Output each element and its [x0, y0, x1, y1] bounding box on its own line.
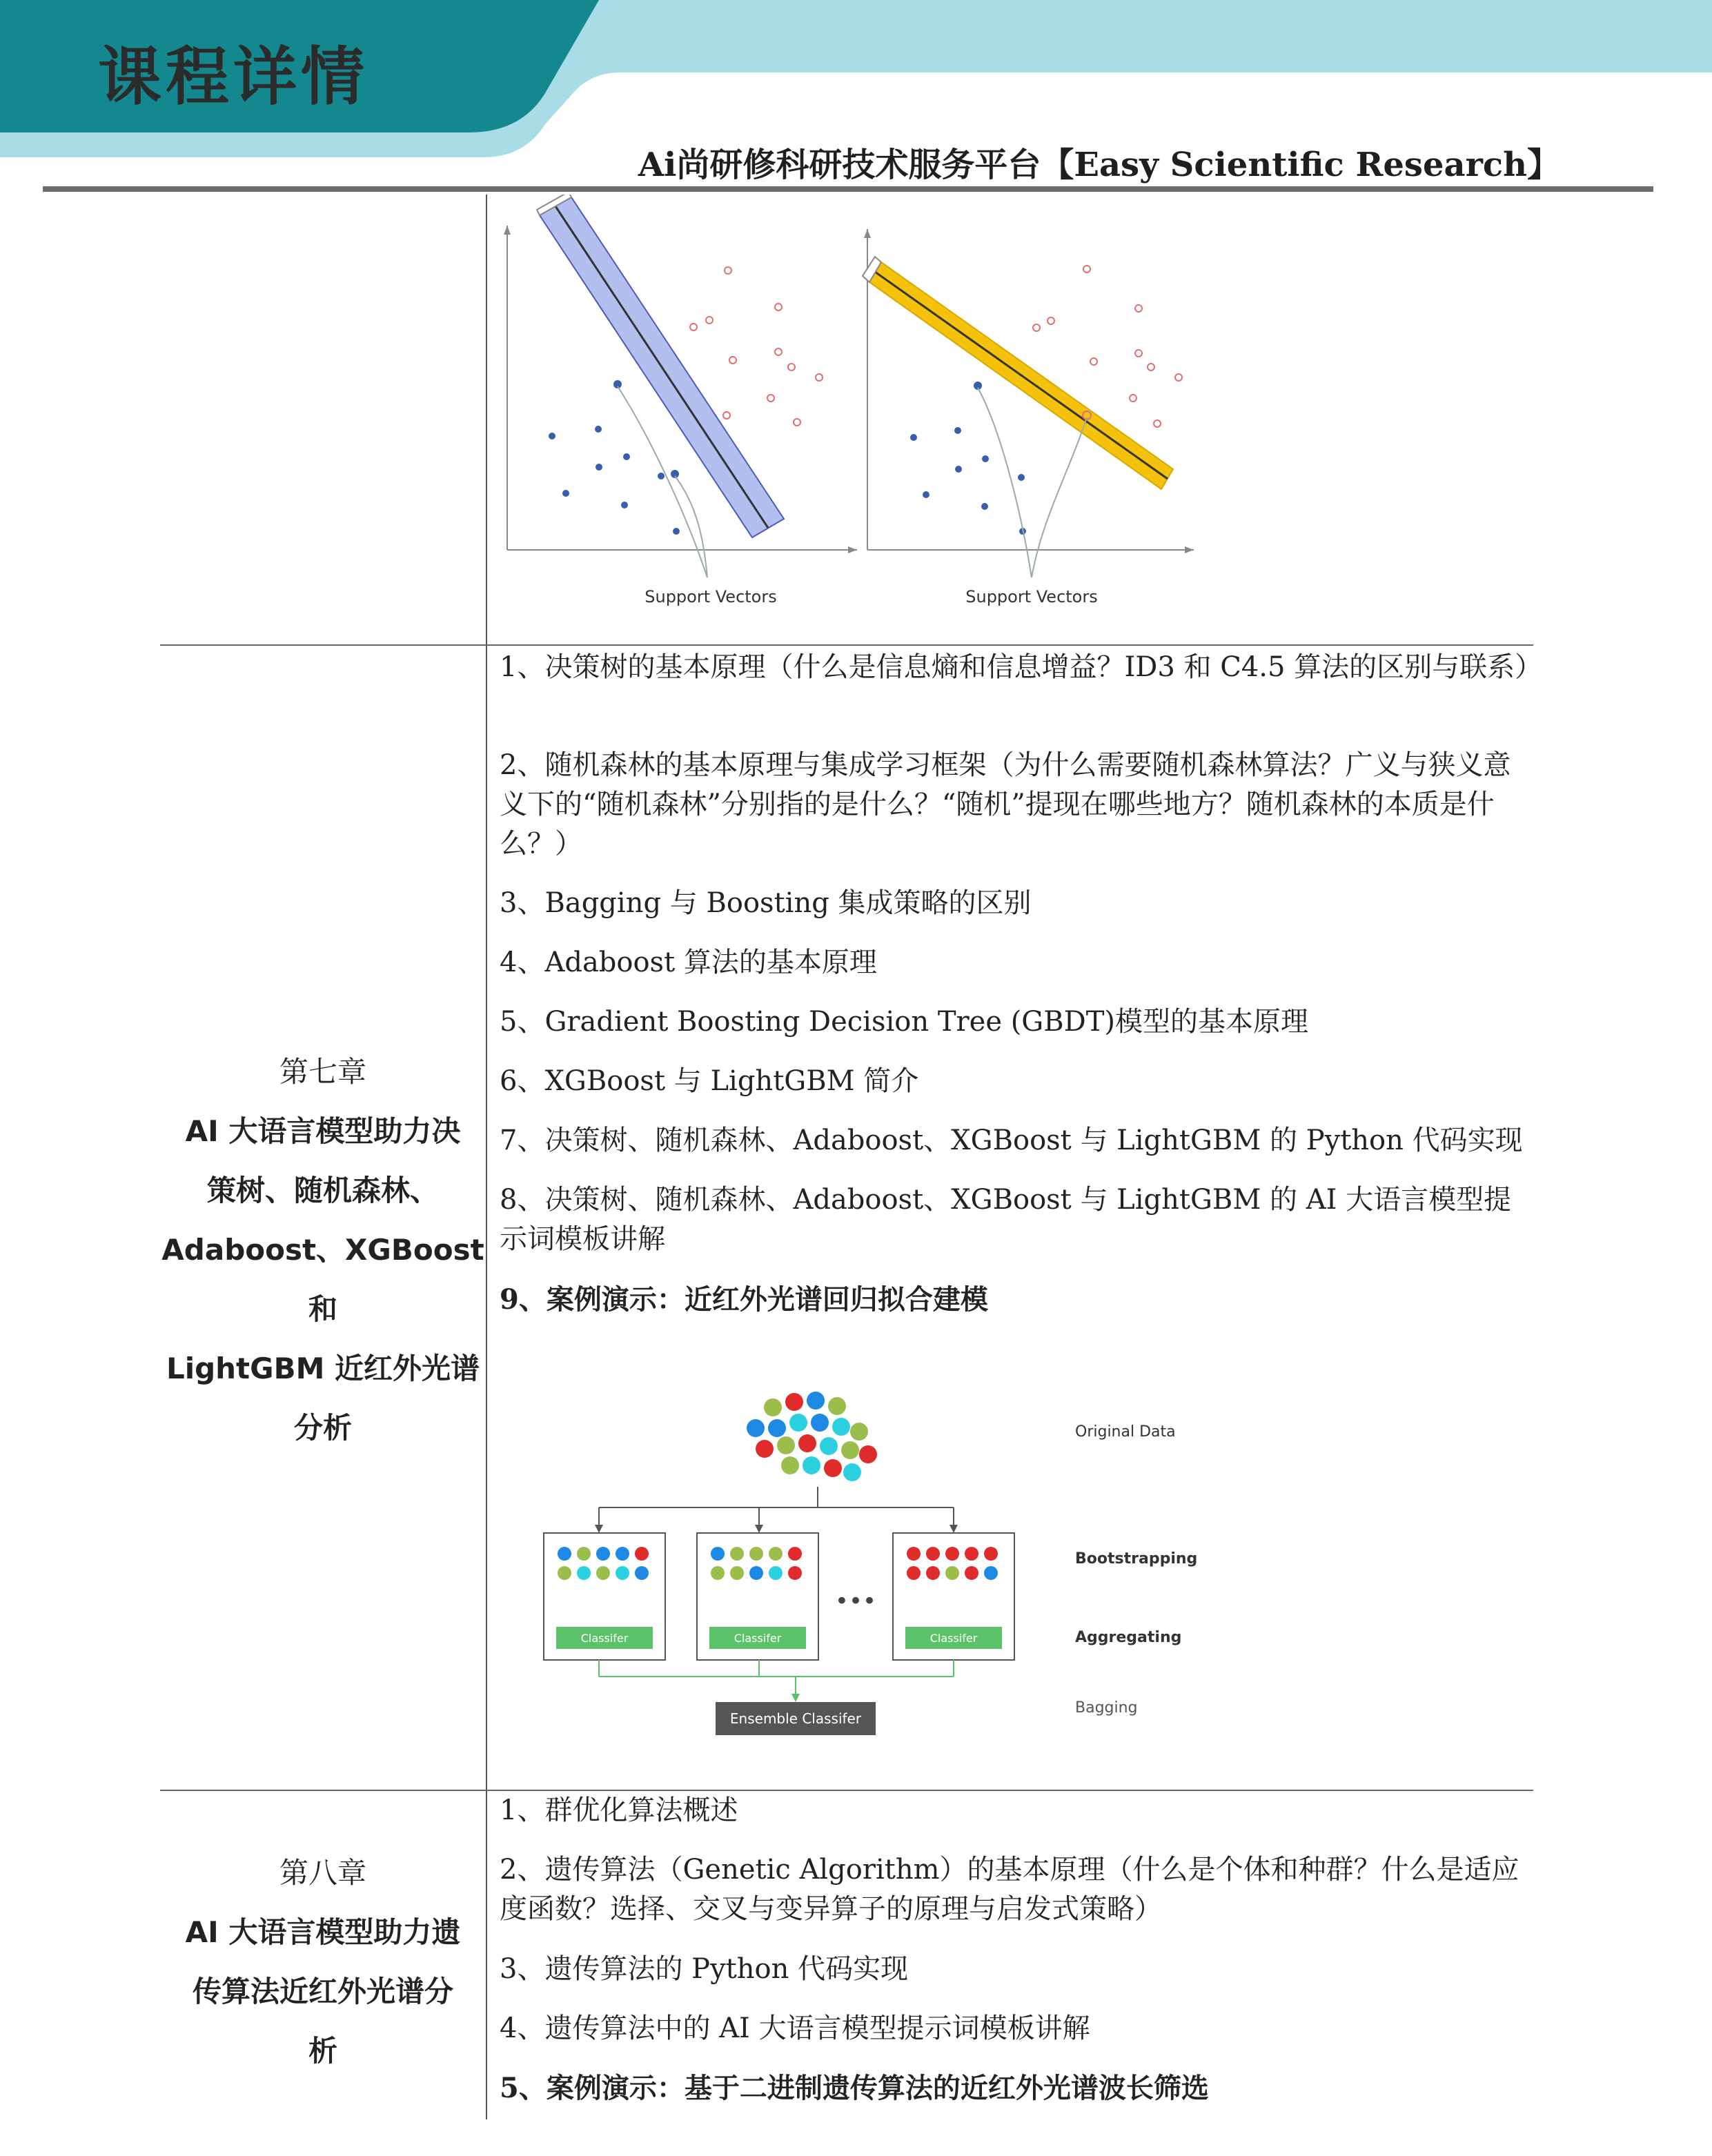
classifier-label-2: Classifer — [734, 1632, 782, 1645]
row-divider-2 — [160, 1790, 1533, 1791]
chapter7-item-2: 2、随机森林的基本原理与集成学习框架（为什么需要随机森林算法？广义与狭义意义下的“随机森林”分别指的是什么？“随机”提现在哪些地方？随机森林的本质是什么？） — [500, 749, 1511, 860]
chapter8-label — [160, 1843, 486, 2081]
chapter7-item-3: 3、Bagging 与 Boosting 集成策略的区别 — [500, 887, 1032, 919]
chapter8-title-line-1: AI 大语言模型助力遗 — [185, 1915, 461, 1949]
bagging-figure — [531, 1380, 1221, 1752]
classifier-label-1: Classifer — [580, 1632, 629, 1645]
chapter7-item-9: 9、案例演示：近红外光谱回归拟合建模 — [500, 1283, 988, 1316]
svm-left-panel — [504, 195, 857, 606]
bootstrap-arrows — [599, 1487, 954, 1528]
chapter7-item-6: 6、XGBoost 与 LightGBM 简介 — [500, 1065, 919, 1097]
chapter8-number: 第八章 — [279, 1856, 366, 1890]
chapter7-label — [160, 1042, 486, 1458]
ellipsis-dots: ••• — [834, 1588, 877, 1615]
chapter8-item-5: 5、案例演示：基于二进制遗传算法的近红外光谱波长筛选 — [500, 2072, 1209, 2104]
original-data-cluster — [747, 1392, 877, 1481]
bootstrap-sample-1 — [544, 1533, 665, 1660]
bootstrapping-label: Bootstrapping — [1075, 1550, 1198, 1567]
chapter7-title-line-3: Adaboost、XGBoost 和 — [161, 1233, 484, 1326]
chapter8-title-line-2: 传算法近红外光谱分 — [192, 1975, 453, 2008]
chapter8-item-1: 1、群优化算法概述 — [500, 1794, 738, 1826]
svm-figure — [497, 195, 1201, 622]
chapter7-number: 第七章 — [279, 1055, 366, 1089]
classifier-label-3: Classifer — [929, 1632, 978, 1645]
aggregate-arrows — [599, 1660, 954, 1697]
svm-right-panel — [863, 229, 1194, 606]
original-data-label: Original Data — [1075, 1423, 1176, 1441]
chapter7-item-8: 8、决策树、随机森林、Adaboost、XGBoost 与 LightGBM 的 AI 大语言模型提示词模板讲解 — [500, 1184, 1512, 1255]
ensemble-classifier-label: Ensemble Classifer — [729, 1710, 862, 1727]
chapter7-title-line-1: AI 大语言模型助力决 — [185, 1114, 461, 1148]
chapter7-title-line-2: 策树、随机森林、 — [206, 1174, 439, 1207]
bagging-label: Bagging — [1075, 1699, 1138, 1717]
chapter7-title-line-5: 分析 — [293, 1411, 352, 1445]
table-column-divider — [486, 195, 487, 2119]
bootstrap-sample-2 — [697, 1533, 818, 1660]
page-title: 课程详情 — [98, 40, 369, 114]
row-divider-1 — [160, 644, 1533, 646]
chapter8-item-3: 3、遗传算法的 Python 代码实现 — [500, 1953, 909, 1985]
bootstrap-sample-3 — [893, 1533, 1014, 1660]
chapter8-title-line-3: 析 — [308, 2034, 337, 2068]
chapter8-item-4: 4、遗传算法中的 AI 大语言模型提示词模板讲解 — [500, 2012, 1090, 2044]
chapter7-item-5: 5、Gradient Boosting Decision Tree (GBDT)模型的基本原理 — [500, 1006, 1309, 1038]
chapter7-item-7: 7、决策树、随机森林、Adaboost、XGBoost 与 LightGBM 的 Python 代码实现 — [500, 1125, 1523, 1156]
platform-subtitle: Ai尚研修科研技术服务平台【Easy Scientific Research】 — [638, 146, 1560, 184]
chapter7-title-line-4: LightGBM 近红外光谱 — [166, 1352, 480, 1385]
svm-left-label: Support Vectors — [645, 587, 777, 606]
chapter7-item-4: 4、Adaboost 算法的基本原理 — [500, 947, 877, 978]
aggregating-label: Aggregating — [1075, 1629, 1182, 1646]
chapter7-item-1: 1、决策树的基本原理（什么是信息熵和信息增益？ID3 和 C4.5 算法的区别与联系） — [500, 651, 1543, 683]
header-divider — [43, 186, 1653, 192]
chapter8-item-2: 2、遗传算法（Genetic Algorithm）的基本原理（什么是个体和种群？什么是适应度函数？选择、交叉与变异算子的原理与启发式策略） — [500, 1854, 1519, 1925]
svm-right-label: Support Vectors — [965, 587, 1098, 606]
